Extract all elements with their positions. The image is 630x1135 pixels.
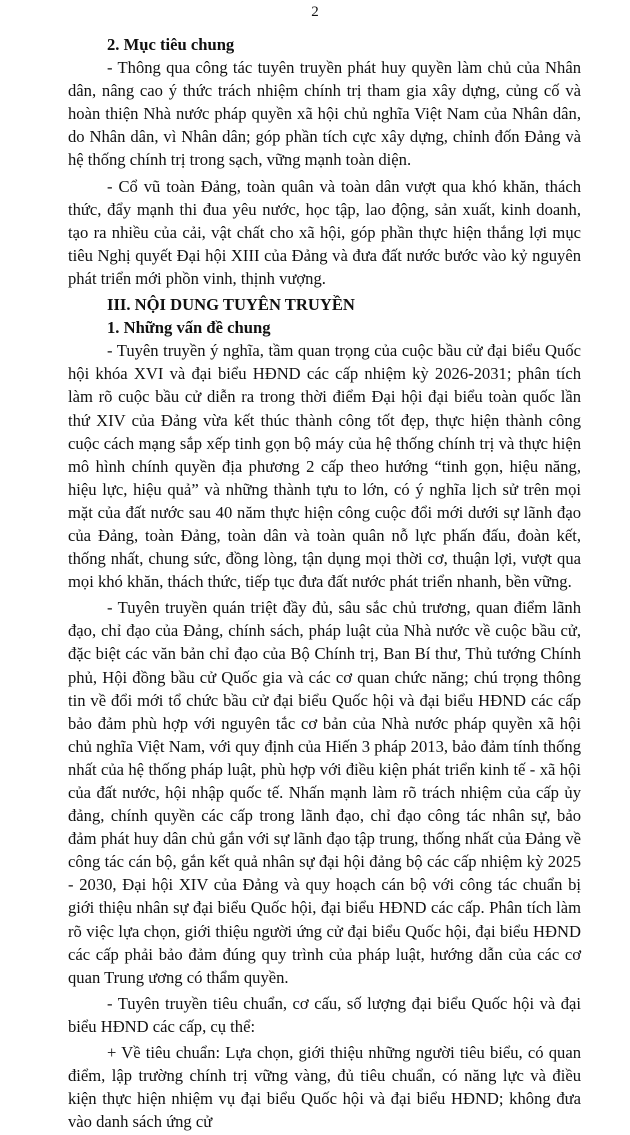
paragraph: - Thông qua công tác tuyên truyền phát huy quyền làm chủ của Nhân dân, nâng cao ý thức trách nhiệm chính trị tham gia xây dựng, củng cố và hoàn thiện Nhà nước pháp quyền xã hội chủ nghĩa Việt Nam của Nhân dân, do Nhân dân, vì Nhân dân; góp phần tích cực xây dựng, chỉnh đốn Đảng và hệ thống chính trị trong sạch, vững mạnh toàn diện. bbox=[68, 58, 581, 170]
section-heading-propaganda-content: III. NỘI DUNG TUYÊN TRUYỀN bbox=[107, 295, 355, 315]
paragraph: - Tuyên truyền ý nghĩa, tầm quan trọng của cuộc bầu cử đại biểu Quốc hội khóa XVI và đại biểu HĐND các cấp nhiệm kỳ 2026-2031; phân tích làm rõ cuộc bầu cử diễn ra trong thời điểm Đại hội đại biểu toàn quốc lần thứ XIV của Đảng vừa kết thúc thành công tốt đẹp, thực hiện thành công cuộc cách mạng sắp xếp tinh gọn bộ máy của hệ thống chính trị và thực hiện mô hình chính quyền địa phương 2 cấp theo hướng “tinh gọn, hiệu năng, hiệu lực, hiệu quả” và những thành tựu to lớn, có ý nghĩa lịch sử trên mọi mặt của đất nước sau 40 năm thực hiện công cuộc đổi mới dưới sự lãnh đạo của Đảng, toàn Đảng, toàn dân và toàn quân nỗ lực phấn đấu, đoàn kết, thống nhất, chung sức, đồng lòng, tận dụng mọi thời cơ, thuận lợi, vượt qua mọi khó khăn, thách thức, tiếp tục đưa đất nước phát triển nhanh, bền vững. bbox=[68, 341, 581, 592]
page-number: 2 bbox=[311, 4, 319, 20]
paragraph: - Tuyên truyền tiêu chuẩn, cơ cấu, số lượng đại biểu Quốc hội và đại biểu HĐND các cấp, cụ thể: bbox=[68, 993, 581, 1036]
paragraph: - Tuyên truyền quán triệt đầy đủ, sâu sắc chủ trương, quan điểm lãnh đạo, chỉ đạo của Đảng, chính sách, pháp luật của Nhà nước về cuộc bầu cử, đặc biệt các văn bản chỉ đạo của Bộ Chính trị, Ban Bí thư, Thủ tướng Chính phủ, Hội đồng bầu cử Quốc gia và các cơ quan chức năng; chú trọng thông tin về đổi mới tổ chức bầu cử đại biểu Quốc hội và đại biểu HĐND các cấp bảo đảm phù hợp với nguyên tắc cơ bản của Nhà nước pháp quyền xã hội chủ nghĩa Việt Nam, với quy định của Hiến 3 pháp 2013, bảo đảm tính thống nhất của hệ thống pháp luật, phù hợp với điều kiện phát triển kinh tế - xã hội của đất nước, hội nhập quốc tế. Nhấn mạnh làm rõ trách nhiệm của cấp ủy đảng, chính quyền các cấp trong lãnh đạo, chỉ đạo công tác nhân sự, bảo đảm phát huy dân chủ gắn với sự lãnh đạo tập trung, thống nhất của Đảng về công tác cán bộ, gắn kết quả nhân sự đại hội đảng bộ các cấp nhiệm kỳ 2025 - 2030, Đại hội XIV của Đảng và quy hoạch cán bộ với công tác chuẩn bị giới thiệu nhân sự đại biểu Quốc hội, đại biểu HĐND các cấp. Phân tích làm rõ việc lựa chọn, giới thiệu người ứng cử đại biểu Quốc hội, đại biểu HĐND các cấp phải bảo đảm đúng quy trình của pháp luật, hướng dẫn của các cơ quan Trung ương có thẩm quyền. bbox=[68, 598, 581, 987]
section-heading-general-objectives: 2. Mục tiêu chung bbox=[107, 35, 235, 54]
paragraph: - Cổ vũ toàn Đảng, toàn quân và toàn dân vượt qua khó khăn, thách thức, đẩy mạnh thi đua yêu nước, học tập, lao động, sản xuất, kinh doanh, tạo ra nhiều của cải, vật chất cho xã hội, góp phần thực hiện thắng lợi mục tiêu Nghị quyết Đại hội XIII của Đảng và đưa đất nước bước vào kỷ nguyên phát triển mới phồn vinh, thịnh vượng. bbox=[68, 176, 581, 288]
document-body bbox=[68, 33, 581, 1135]
subsection-heading-general-issues: 1. Những vấn đề chung bbox=[107, 318, 271, 338]
paragraph: + Về tiêu chuẩn: Lựa chọn, giới thiệu những người tiêu biểu, có quan điểm, lập trường chính trị vững vàng, đủ tiêu chuẩn, có năng lực và điều kiện thực hiện nhiệm vụ đại biểu Quốc hội và đại biểu HĐND; không đưa vào danh sách ứng cử bbox=[68, 1043, 581, 1132]
